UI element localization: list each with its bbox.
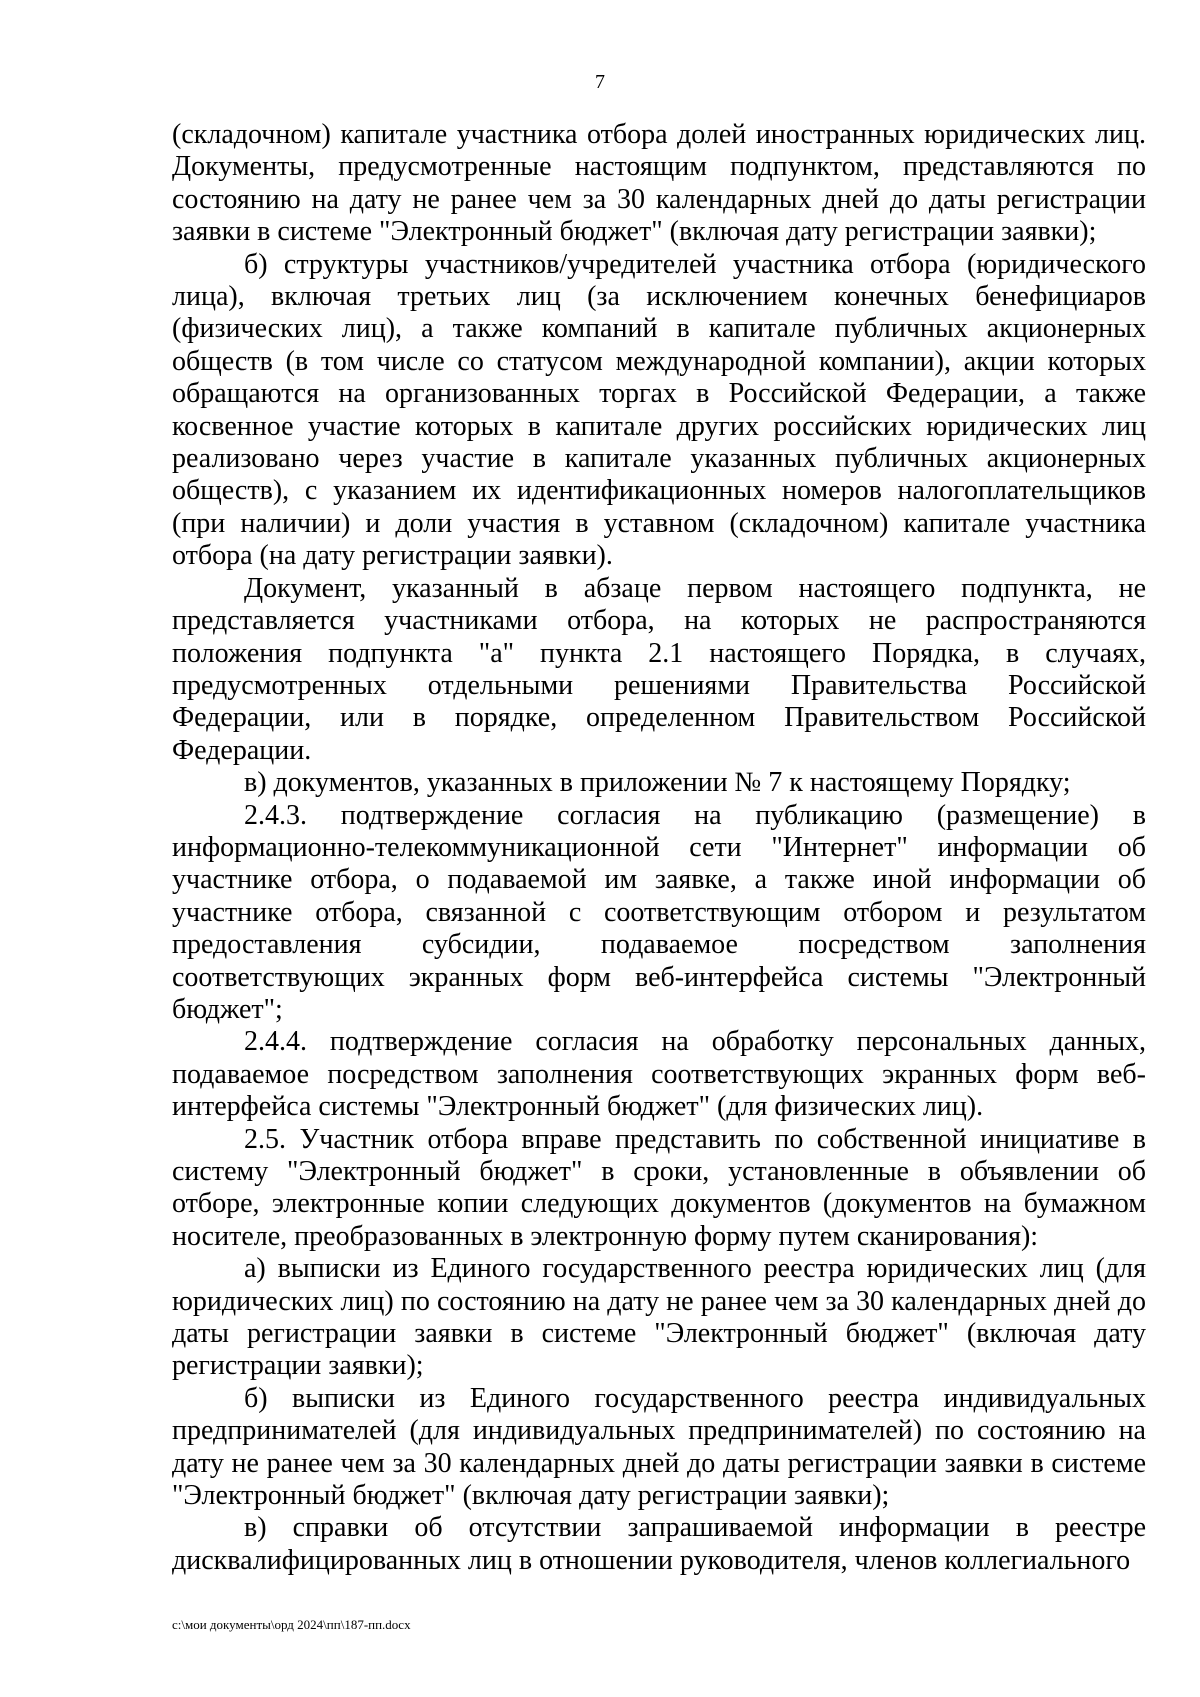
paragraph: 2.5. Участник отбора вправе представить по собственной инициативе в систему "Электронный бюджет" в сроки, установленные в объявлении об отборе, электронные копии следующих документов (документов на бумажном носителе, преобразованных в электронную форму путем сканирования):	[172, 1123, 1146, 1252]
page-number: 7	[595, 71, 605, 93]
paragraph: а) выписки из Единого государственного реестра юридических лиц (для юридических лиц) по состоянию на дату не ранее чем за 30 календарных дней до даты регистрации заявки в системе "Электронный бюджет" (включая дату регистрации заявки);	[172, 1253, 1146, 1382]
paragraph: 2.4.4. подтверждение согласия на обработку персональных данных, подаваемое посредством заполнения соответствующих экранных форм веб-интерфейса системы "Электронный бюджет" (для физических лиц).	[172, 1026, 1146, 1123]
paragraph: 2.4.3. подтверждение согласия на публикацию (размещение) в информационно-телекоммуникационной сети "Интернет" информации об участнике отбора, о подаваемой им заявке, а также иной информации об участнике отбора, связанной с соответствующим отбором и результатом предоставления субсидии, подаваемое посредством заполнения соответствующих экранных форм веб-интерфейса системы "Электронный бюджет";	[172, 799, 1146, 1025]
paragraph: б) выписки из Единого государственного реестра индивидуальных предпринимателей (для индивидуальных предпринимателей) по состоянию на дату не ранее чем за 30 календарных дней до даты регистрации заявки в системе "Электронный бюджет" (включая дату регистрации заявки);	[172, 1382, 1146, 1512]
paragraph: в) документов, указанных в приложении № 7 к настоящему Порядку;	[244, 767, 1071, 799]
document-body	[172, 119, 1146, 1577]
paragraph: (складочном) капитале участника отбора долей иностранных юридических лиц. Документы, предусмотренные настоящим подпунктом, представляются по состоянию на дату не ранее чем за 30 календарных дней до даты регистрации заявки в системе "Электронный бюджет" (включая дату регистрации заявки);	[172, 119, 1146, 248]
paragraph: в) справки об отсутствии запрашиваемой информации в реестре дисквалифицированных лиц в отношении руководителя, членов коллегиального	[172, 1512, 1146, 1576]
paragraph: б) структуры участников/учредителей участника отбора (юридического лица), включая третьих лиц (за исключением конечных бенефициаров (физических лиц), а также компаний в капитале публичных акционерных обществ (в том числе со статусом международной компании), акции которых обращаются на организованных торгах в Российской Федерации, а также косвенное участие которых в капитале других российских юридических лиц реализовано через участие в капитале указанных публичных акционерных обществ), с указанием их идентификационных номеров налогоплательщиков (при наличии) и доли участия в уставном (складочном) капитале участника отбора (на дату регистрации заявки).	[172, 248, 1146, 572]
paragraph: Документ, указанный в абзаце первом настоящего подпункта, не представляется участниками отбора, на которых не распространяются положения подпункта "а" пункта 2.1 настоящего Порядка, в случаях, предусмотренных отдельными решениями Правительства Российской Федерации, или в порядке, определенном Правительством Российской Федерации.	[172, 572, 1146, 766]
footer-file-path: c:\мои документы\орд 2024\пп\187-пп.docx	[172, 1617, 411, 1632]
